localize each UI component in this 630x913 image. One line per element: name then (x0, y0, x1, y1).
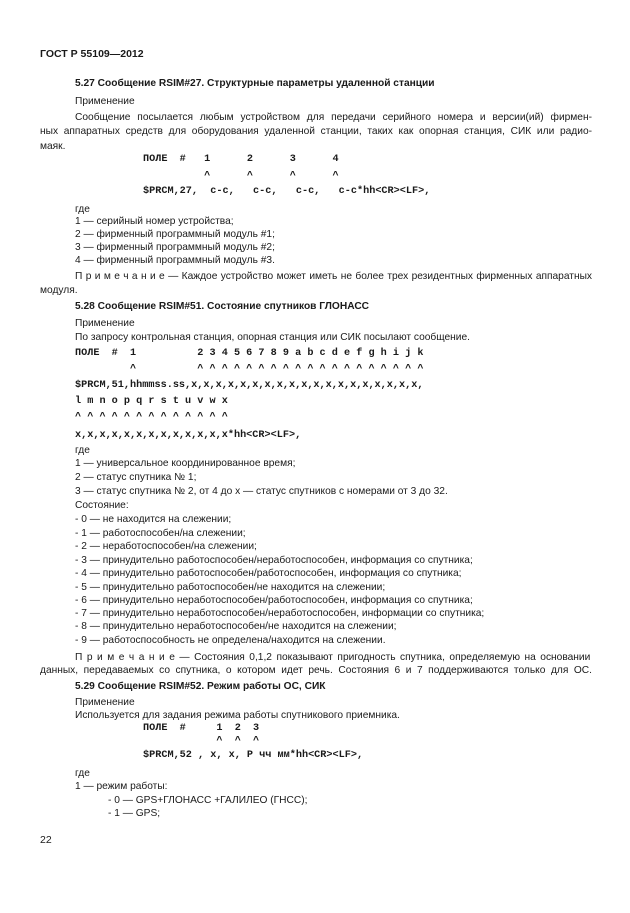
paragraph: где (75, 768, 90, 779)
list-item: 3 — фирменный программный модуль #2; (75, 242, 275, 253)
section-heading-5-28: 5.28 Сообщение RSIM#51. Состояние спутников ГЛОНАСС (75, 301, 370, 312)
code-line: x,x,x,x,x,x,x,x,x,x,x,x,x*hh<CR><LF>, (75, 430, 302, 441)
list-item: - 3 — принудительно работоспособен/неработоспособен, информация со спутника; (75, 555, 473, 566)
paragraph: По запросу контрольная станция, опорная станция или СИК посылают сообщение. (75, 332, 470, 343)
list-item: 3 — статус спутника № 2, от 4 до x — статус спутников с номерами от 3 до 32. (75, 486, 448, 497)
code-line: l m n o p q r s t u v w x (75, 396, 228, 407)
list-item: - 6 — принудительно неработоспособен/работоспособен, информация со спутника; (75, 595, 473, 606)
paragraph: Сообщение посылается любым устройством для передачи серийного номера и версии(ий) фирмен- (75, 112, 592, 123)
document-header: ГОСТ Р 55109—2012 (40, 48, 144, 60)
paragraph: Состояние: (75, 500, 129, 511)
paragraph: Применение (75, 318, 135, 329)
list-item: 2 — фирменный программный модуль #1; (75, 229, 275, 240)
list-item: - 9 — работоспособность не определена/находится на слежении. (75, 635, 386, 646)
note: модуля. (40, 285, 78, 296)
code-line: ^ ^ ^ (143, 736, 260, 747)
list-item: - 0 — GPS+ГЛОНАСС +ГАЛИЛЕО (ГНСС); (108, 795, 308, 806)
list-item: 1 — универсальное координированное время; (75, 458, 296, 469)
list-item: - 1 — работоспособен/на слежении; (75, 528, 246, 539)
list-item: 1 — режим работы: (75, 781, 168, 792)
code-line: ^ ^ ^ ^ ^ ^ ^ ^ ^ ^ ^ ^ ^ ^ ^ ^ ^ ^ ^ ^ (75, 364, 424, 375)
code-line: $PRCM,52 , x, x, P чч мм*hh<CR><LF>, (143, 750, 364, 761)
paragraph: Применение (75, 96, 135, 107)
list-item: 1 — серийный номер устройства; (75, 216, 234, 227)
list-item: 2 — статус спутника № 1; (75, 472, 197, 483)
code-line: $PRCM,27, c-c, c-c, c-c, c-c*hh<CR><LF>, (143, 186, 431, 197)
list-item: - 1 — GPS; (108, 808, 161, 819)
paragraph: где (75, 445, 90, 456)
code-line: ^ ^ ^ ^ (143, 171, 339, 182)
note: П р и м е ч а н и е — Состояния 0,1,2 показывают пригодность спутника, определяемую на основании (75, 652, 591, 663)
note: данных, передаваемых со спутника, о котором идет речь. Состояния 6 и 7 поддерживаются только для ОС. (40, 665, 592, 676)
code-line: ПОЛЕ # 1 2 3 4 (143, 154, 339, 165)
code-line: ^ ^ ^ ^ ^ ^ ^ ^ ^ ^ ^ ^ ^ (75, 412, 228, 423)
code-line: $PRCM,51,hhmmss.ss,x,x,x,x,x,x,x,x,x,x,x,x,x,x,x,x,x,x,x, (75, 380, 424, 391)
list-item: - 5 — принудительно работоспособен/не находится на слежении; (75, 582, 386, 593)
paragraph: ных аппаратных средств для оборудования удаленной станции, таких как опорная станция, СИК или радио- (40, 126, 592, 137)
paragraph: Используется для задания режима работы спутникового приемника. (75, 710, 400, 721)
list-item: - 2 — неработоспособен/на слежении; (75, 541, 257, 552)
section-heading-5-27: 5.27 Сообщение RSIM#27. Структурные параметры удаленной станции (75, 78, 435, 89)
paragraph: Применение (75, 697, 135, 708)
list-item: 4 — фирменный программный модуль #3. (75, 255, 275, 266)
code-line: ПОЛЕ # 1 2 3 4 5 6 7 8 9 a b c d e f g h i j k (75, 348, 424, 359)
paragraph: маяк. (40, 141, 66, 152)
section-heading-5-29: 5.29 Сообщение RSIM#52. Режим работы ОС, СИК (75, 681, 326, 692)
list-item: - 8 — принудительно неработоспособен/не находится на слежении; (75, 621, 397, 632)
page-number: 22 (40, 834, 52, 846)
paragraph: где (75, 204, 90, 215)
code-line: ПОЛЕ # 1 2 3 (143, 723, 260, 734)
list-item: - 4 — принудительно работоспособен/работоспособен, информация со спутника; (75, 568, 462, 579)
note: П р и м е ч а н и е — Каждое устройство может иметь не более трех резидентных фирменных аппаратных (75, 271, 592, 282)
list-item: - 7 — принудительно неработоспособен/неработоспособен, информации со спутника; (75, 608, 485, 619)
list-item: - 0 — не находится на слежении; (75, 514, 232, 525)
